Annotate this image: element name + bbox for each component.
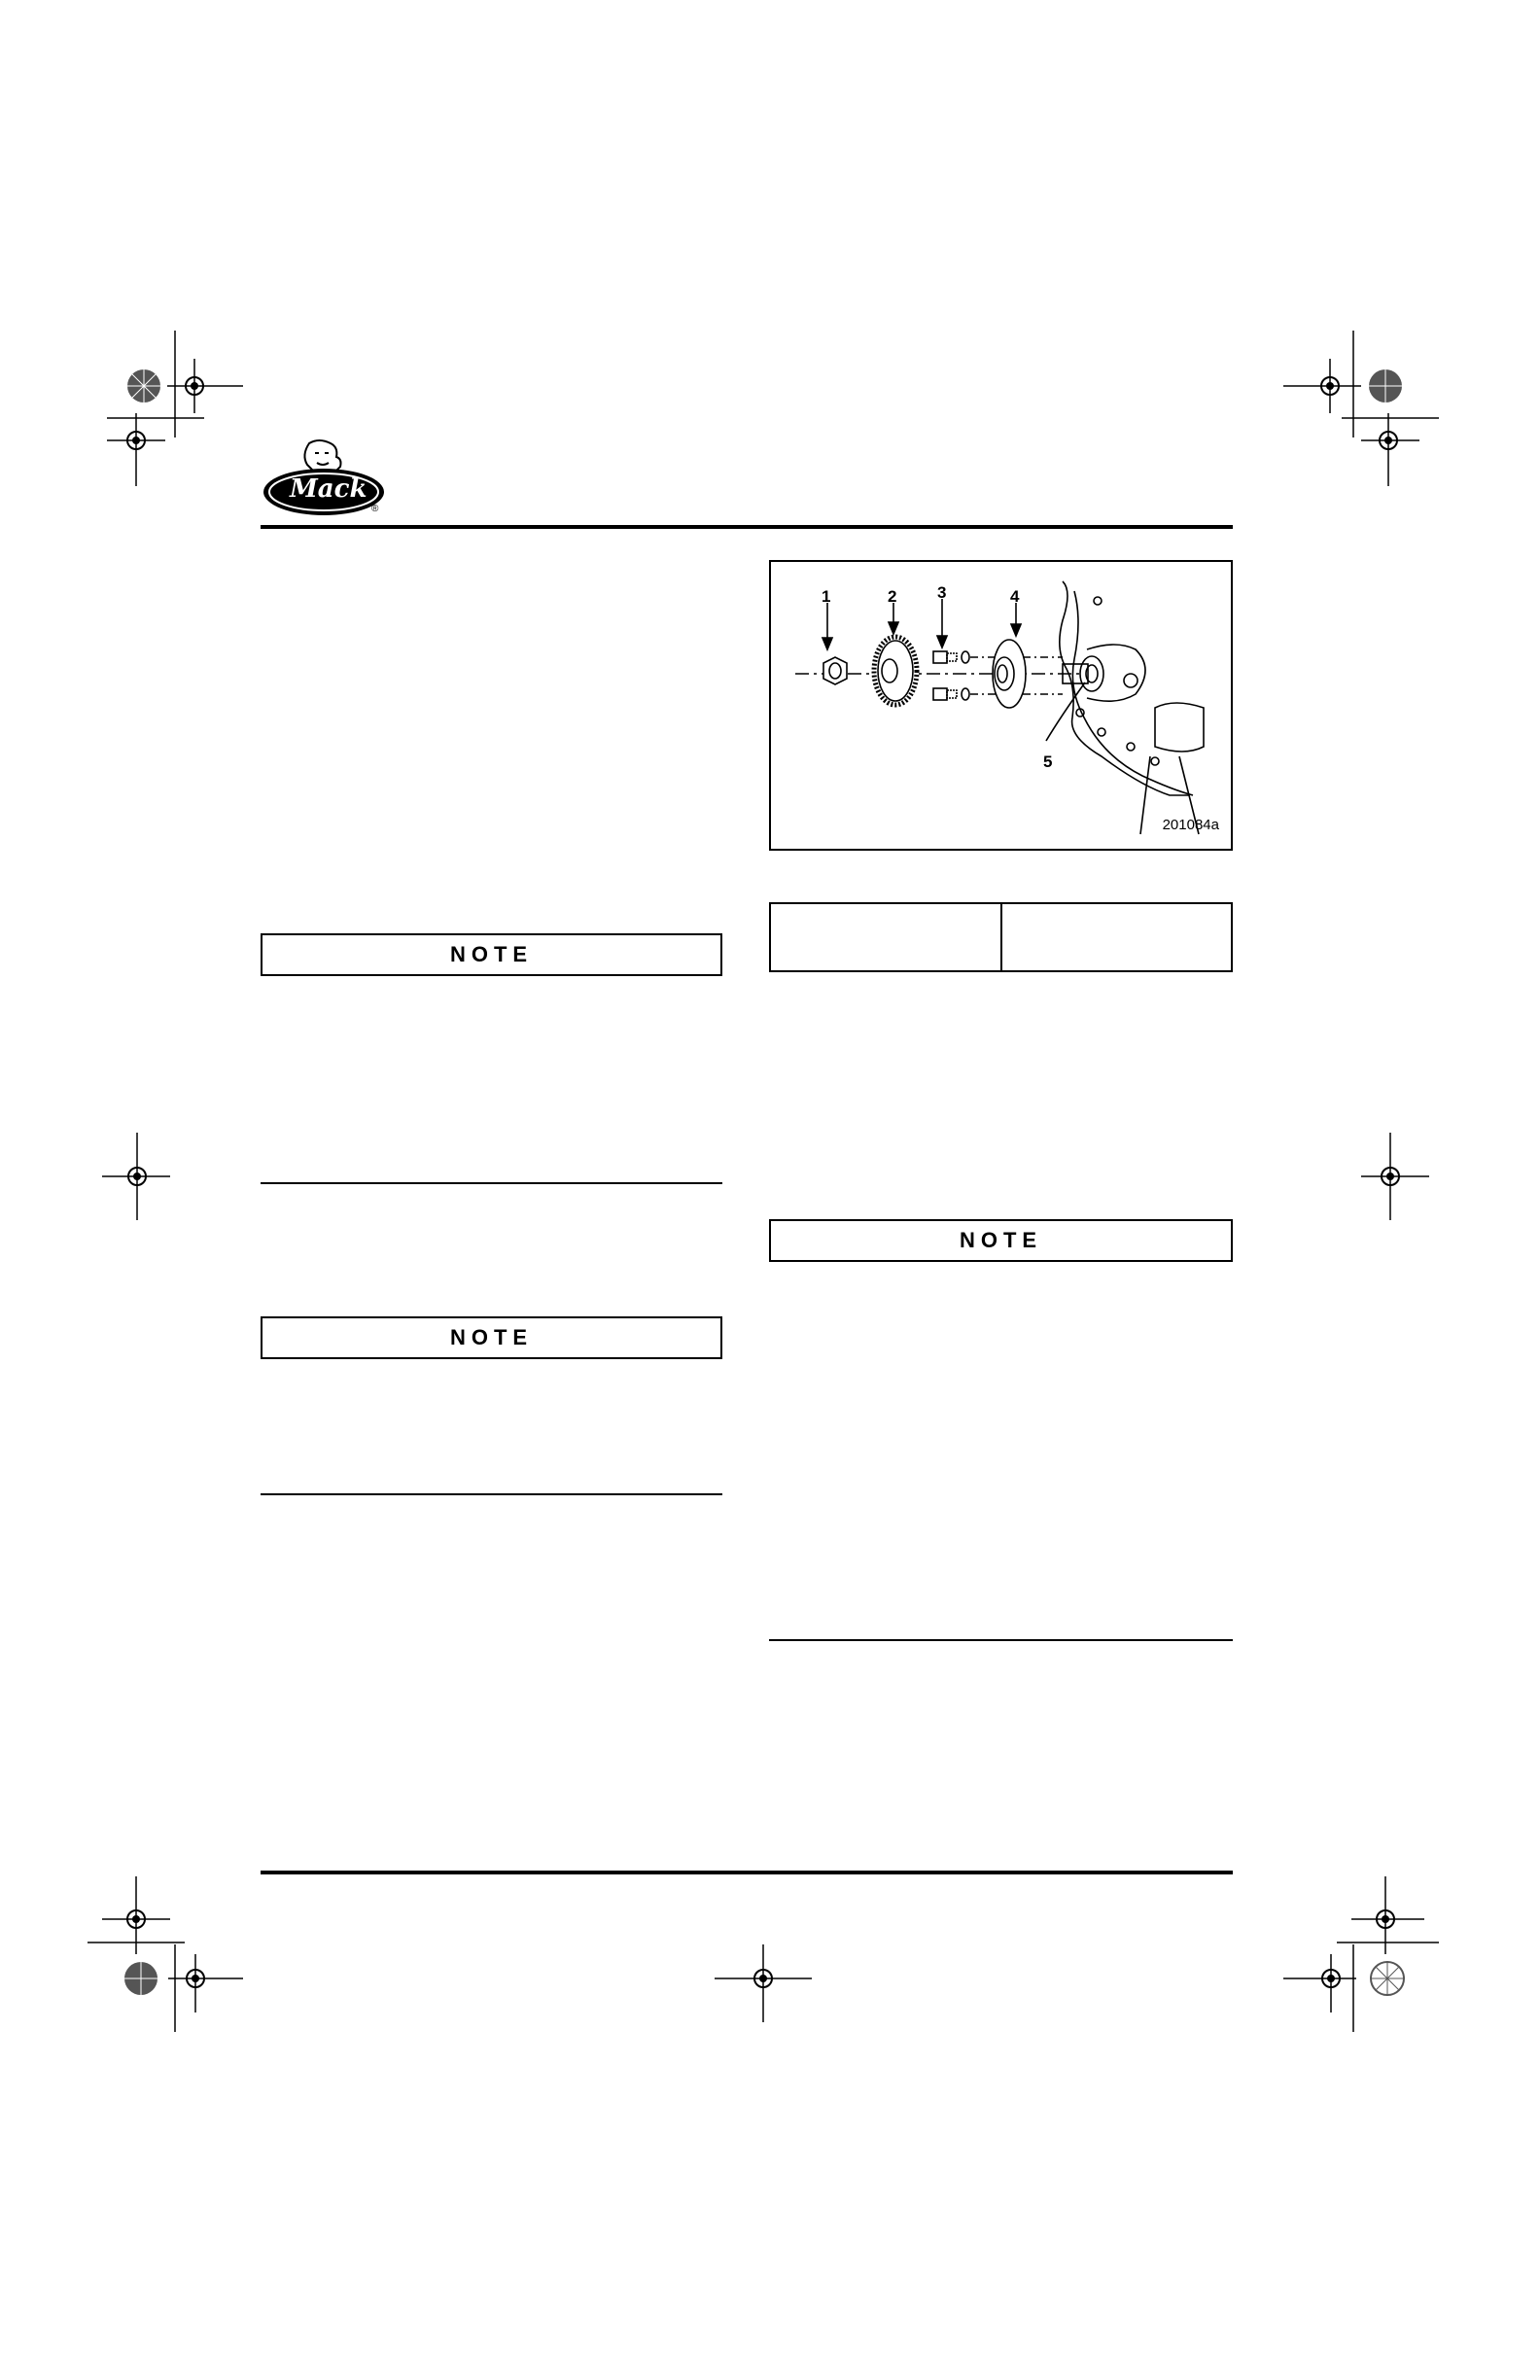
table-cell-right <box>1000 904 1232 970</box>
note-end-rule-3 <box>769 1639 1233 1641</box>
callout-5: 5 <box>1043 752 1053 771</box>
gear-assembly-illustration <box>771 562 1231 849</box>
note-end-rule-1 <box>261 1182 722 1184</box>
registration-mark-middle-right <box>1351 1128 1429 1225</box>
exploded-view-figure <box>769 560 1233 851</box>
table-cell-left <box>771 904 1000 970</box>
registration-mark-top-right <box>1283 331 1439 506</box>
registration-mark-middle-left <box>102 1128 180 1225</box>
note-heading: NOTE <box>959 1228 1043 1252</box>
note-heading: NOTE <box>449 942 534 966</box>
callout-1: 1 <box>822 587 831 606</box>
note-box-1 <box>261 933 722 976</box>
callout-3: 3 <box>937 583 947 602</box>
note-heading: NOTE <box>449 1325 534 1349</box>
spec-table <box>769 902 1233 972</box>
mack-logo <box>261 436 387 525</box>
note-end-rule-2 <box>261 1493 722 1495</box>
callout-4: 4 <box>1010 587 1020 606</box>
figure-id: 201084a <box>1162 817 1219 833</box>
footer-rule <box>261 1871 1233 1874</box>
logo-registered-mark: ® <box>371 504 379 514</box>
callout-2: 2 <box>888 587 897 606</box>
registration-mark-bottom-left <box>83 1867 258 2032</box>
registration-mark-bottom-right <box>1278 1867 1453 2032</box>
header-rule <box>261 525 1233 529</box>
logo-wordmark: Mack <box>290 474 368 504</box>
note-box-2 <box>261 1316 722 1359</box>
registration-mark-bottom-center <box>715 1935 812 2042</box>
note-box-3 <box>769 1219 1233 1262</box>
